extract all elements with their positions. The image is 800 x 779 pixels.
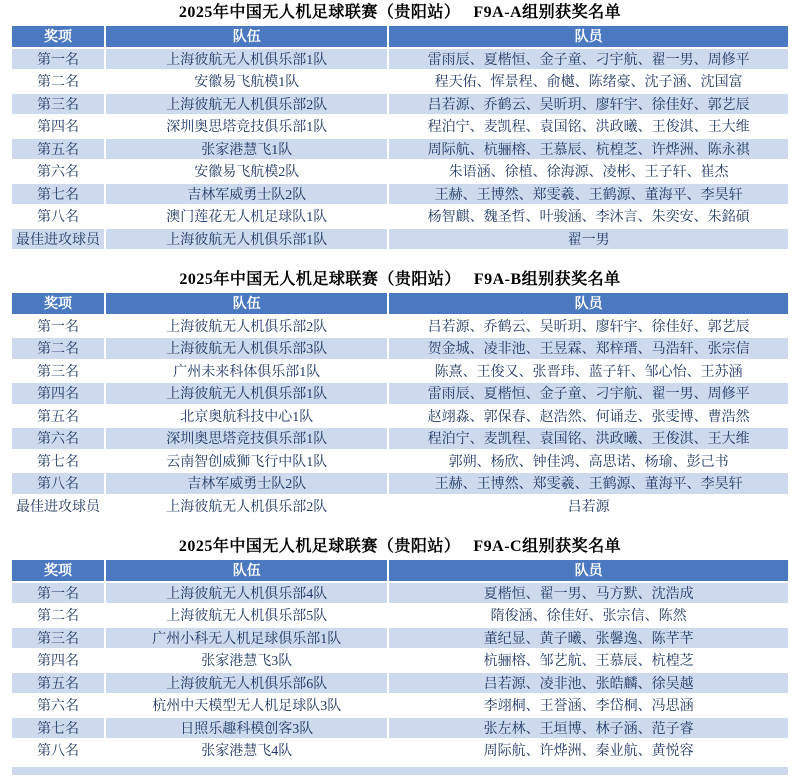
award-cell: 第五名 bbox=[12, 138, 105, 161]
award-cell: 第六名 bbox=[12, 160, 105, 183]
team-cell: 张家港慧飞3队 bbox=[105, 649, 388, 672]
players-cell: 杭骊榕、邹艺航、王慕辰、杭楻芝 bbox=[388, 649, 788, 672]
team-cell: 深圳奥思塔竞技俱乐部1队 bbox=[105, 115, 388, 138]
award-cell: 第七名 bbox=[12, 717, 105, 740]
award-cell: 第三名 bbox=[12, 360, 105, 383]
award-cell: 最佳进攻球员 bbox=[12, 228, 105, 251]
table-body bbox=[12, 315, 788, 518]
players-cell: 李翊桐、王誉涵、李岱桐、冯思涵 bbox=[388, 694, 788, 717]
column-header-players: 队员 bbox=[388, 560, 788, 582]
team-cell: 上海彼航无人机俱乐部1队 bbox=[105, 228, 388, 251]
table-row bbox=[12, 450, 788, 473]
table-row bbox=[12, 627, 788, 650]
table-row bbox=[12, 672, 788, 695]
table-row bbox=[12, 717, 788, 740]
team-cell: 云南智创威狮飞行中队1队 bbox=[105, 450, 388, 473]
table-row bbox=[12, 228, 788, 251]
award-cell: 第八名 bbox=[12, 205, 105, 228]
table-header bbox=[12, 293, 788, 315]
table-row bbox=[12, 604, 788, 627]
players-cell: 贺金城、凌非池、王昱霖、郑梓瑨、马浩轩、张宗信 bbox=[388, 337, 788, 360]
award-cell: 第一名 bbox=[12, 582, 105, 605]
table-header bbox=[12, 26, 788, 48]
players-cell: 杨智麒、魏圣哲、叶骏涵、李沐言、朱奕安、朱銘碩 bbox=[388, 205, 788, 228]
table-row bbox=[12, 427, 788, 450]
players-cell: 隋俊涵、徐佳好、张宗信、陈然 bbox=[388, 604, 788, 627]
award-cell: 第四名 bbox=[12, 115, 105, 138]
table-row bbox=[12, 405, 788, 428]
award-cell: 第四名 bbox=[12, 649, 105, 672]
award-cell: 第四名 bbox=[12, 382, 105, 405]
team-cell: 上海彼航无人机俱乐部2队 bbox=[105, 495, 388, 518]
table-body bbox=[12, 582, 788, 762]
award-table-section-2 bbox=[12, 270, 788, 518]
table-row bbox=[12, 360, 788, 383]
players-cell: 程泊宁、麦凯程、袁国铭、洪政曦、王俊淇、王大维 bbox=[388, 427, 788, 450]
players-cell: 吕若源 bbox=[388, 495, 788, 518]
table-row bbox=[12, 160, 788, 183]
table-header bbox=[12, 560, 788, 582]
team-cell: 安徽易飞航模2队 bbox=[105, 160, 388, 183]
team-cell: 吉林军威勇士队2队 bbox=[105, 183, 388, 206]
column-header-team: 队伍 bbox=[105, 293, 388, 315]
table-row bbox=[12, 48, 788, 71]
team-cell: 上海彼航无人机俱乐部1队 bbox=[105, 382, 388, 405]
players-cell: 程天佑、恽景程、俞樾、陈绪豪、沈子涵、沈国富 bbox=[388, 70, 788, 93]
players-cell: 翟一男 bbox=[388, 228, 788, 251]
award-cell: 第二名 bbox=[12, 70, 105, 93]
table-row bbox=[12, 93, 788, 116]
award-cell: 第二名 bbox=[12, 604, 105, 627]
players-cell: 董纪显、黄子曦、张馨逸、陈芊芊 bbox=[388, 627, 788, 650]
players-cell: 雷雨辰、夏楷恒、金子童、刁宇航、翟一男、周修平 bbox=[388, 382, 788, 405]
award-table-section-3 bbox=[12, 537, 788, 763]
table-row bbox=[12, 205, 788, 228]
award-table bbox=[12, 26, 788, 251]
team-cell: 上海彼航无人机俱乐部1队 bbox=[105, 48, 388, 71]
award-cell: 第五名 bbox=[12, 405, 105, 428]
award-cell: 第一名 bbox=[12, 315, 105, 338]
table-row bbox=[12, 115, 788, 138]
players-cell: 王赫、王博然、郑雯羲、王鹤源、董海平、李昊轩 bbox=[388, 183, 788, 206]
table-row bbox=[12, 183, 788, 206]
table-title: 2025年中国无人机足球联赛（贵阳站） F9A-C组别获奖名单 bbox=[178, 538, 622, 555]
team-cell: 上海彼航无人机俱乐部5队 bbox=[105, 604, 388, 627]
column-header-award: 奖项 bbox=[12, 560, 105, 582]
award-cell: 第八名 bbox=[12, 472, 105, 495]
players-cell: 陈熹、王俊又、张晋玮、蓝子轩、邹心怡、王苏涵 bbox=[388, 360, 788, 383]
team-cell: 吉林军威勇士队2队 bbox=[105, 472, 388, 495]
table-row bbox=[12, 739, 788, 762]
column-header-award: 奖项 bbox=[12, 26, 105, 48]
award-cell: 第七名 bbox=[12, 450, 105, 473]
header-row bbox=[12, 26, 788, 48]
column-header-players: 队员 bbox=[388, 293, 788, 315]
award-document bbox=[0, 3, 800, 775]
award-cell: 第六名 bbox=[12, 427, 105, 450]
table-row bbox=[12, 70, 788, 93]
award-cell: 第八名 bbox=[12, 739, 105, 762]
table-row bbox=[12, 649, 788, 672]
award-table bbox=[12, 293, 788, 518]
players-cell: 夏楷恒、翟一男、马方默、沈浩成 bbox=[388, 582, 788, 605]
players-cell: 吕若源、乔鹤云、吴昕玥、廖轩宇、徐佳好、郭艺辰 bbox=[388, 93, 788, 116]
table-title: 2025年中国无人机足球联赛（贵阳站） F9A-A组别获奖名单 bbox=[178, 4, 622, 21]
team-cell: 安徽易飞航模1队 bbox=[105, 70, 388, 93]
header-row bbox=[12, 560, 788, 582]
players-cell: 吕若源、凌非池、张皓麟、徐吴越 bbox=[388, 672, 788, 695]
players-cell: 周际航、许烨洲、秦业航、黄悦容 bbox=[388, 739, 788, 762]
table-row bbox=[12, 495, 788, 518]
table-row bbox=[12, 382, 788, 405]
table-body bbox=[12, 48, 788, 251]
players-cell: 周际航、杭骊榕、王慕辰、杭楻芝、许烨洲、陈永祺 bbox=[388, 138, 788, 161]
award-cell: 最佳进攻球员 bbox=[12, 495, 105, 518]
players-cell: 程泊宁、麦凯程、袁国铭、洪政曦、王俊淇、王大维 bbox=[388, 115, 788, 138]
table-title: 2025年中国无人机足球联赛（贵阳站） F9A-B组别获奖名单 bbox=[179, 271, 621, 288]
players-cell: 赵翊淼、郭保春、赵浩然、何诵赱、张雯博、曹浩然 bbox=[388, 405, 788, 428]
table-row bbox=[12, 138, 788, 161]
header-row bbox=[12, 293, 788, 315]
award-cell: 第七名 bbox=[12, 183, 105, 206]
award-cell: 第一名 bbox=[12, 48, 105, 71]
team-cell: 上海彼航无人机俱乐部2队 bbox=[105, 315, 388, 338]
players-cell: 雷雨辰、夏楷恒、金子童、刁宇航、翟一男、周修平 bbox=[388, 48, 788, 71]
team-cell: 日照乐趣科模创客3队 bbox=[105, 717, 388, 740]
team-cell: 上海彼航无人机俱乐部4队 bbox=[105, 582, 388, 605]
table-row bbox=[12, 582, 788, 605]
team-cell: 北京奥航科技中心1队 bbox=[105, 405, 388, 428]
column-header-team: 队伍 bbox=[105, 560, 388, 582]
award-cell: 第二名 bbox=[12, 337, 105, 360]
column-header-award: 奖项 bbox=[12, 293, 105, 315]
team-cell: 广州未来科体俱乐部1队 bbox=[105, 360, 388, 383]
table-cutoff-row bbox=[12, 767, 788, 775]
players-cell: 张左林、王垣博、林子涵、范子睿 bbox=[388, 717, 788, 740]
team-cell: 深圳奥思塔竞技俱乐部1队 bbox=[105, 427, 388, 450]
award-table-section-1 bbox=[12, 3, 788, 251]
table-row bbox=[12, 337, 788, 360]
players-cell: 吕若源、乔鹤云、吴昕玥、廖轩宇、徐佳好、郭艺辰 bbox=[388, 315, 788, 338]
team-cell: 广州小科无人机足球俱乐部1队 bbox=[105, 627, 388, 650]
award-table bbox=[12, 560, 788, 763]
award-cell: 第三名 bbox=[12, 627, 105, 650]
players-cell: 朱语涵、徐植、徐海源、凌彬、王子轩、崔杰 bbox=[388, 160, 788, 183]
column-header-players: 队员 bbox=[388, 26, 788, 48]
award-cell: 第六名 bbox=[12, 694, 105, 717]
table-row bbox=[12, 694, 788, 717]
award-cell: 第三名 bbox=[12, 93, 105, 116]
team-cell: 上海彼航无人机俱乐部3队 bbox=[105, 337, 388, 360]
team-cell: 上海彼航无人机俱乐部6队 bbox=[105, 672, 388, 695]
team-cell: 上海彼航无人机俱乐部2队 bbox=[105, 93, 388, 116]
players-cell: 王赫、王博然、郑雯羲、王鹤源、董海平、李昊轩 bbox=[388, 472, 788, 495]
team-cell: 杭州中天模型无人机足球队3队 bbox=[105, 694, 388, 717]
players-cell: 郭朔、杨欣、钟佳鸿、高思诺、杨瑜、彭己书 bbox=[388, 450, 788, 473]
column-header-team: 队伍 bbox=[105, 26, 388, 48]
team-cell: 澳门莲花无人机足球队1队 bbox=[105, 205, 388, 228]
award-cell: 第五名 bbox=[12, 672, 105, 695]
table-row bbox=[12, 315, 788, 338]
table-row bbox=[12, 472, 788, 495]
team-cell: 张家港慧飞1队 bbox=[105, 138, 388, 161]
team-cell: 张家港慧飞4队 bbox=[105, 739, 388, 762]
